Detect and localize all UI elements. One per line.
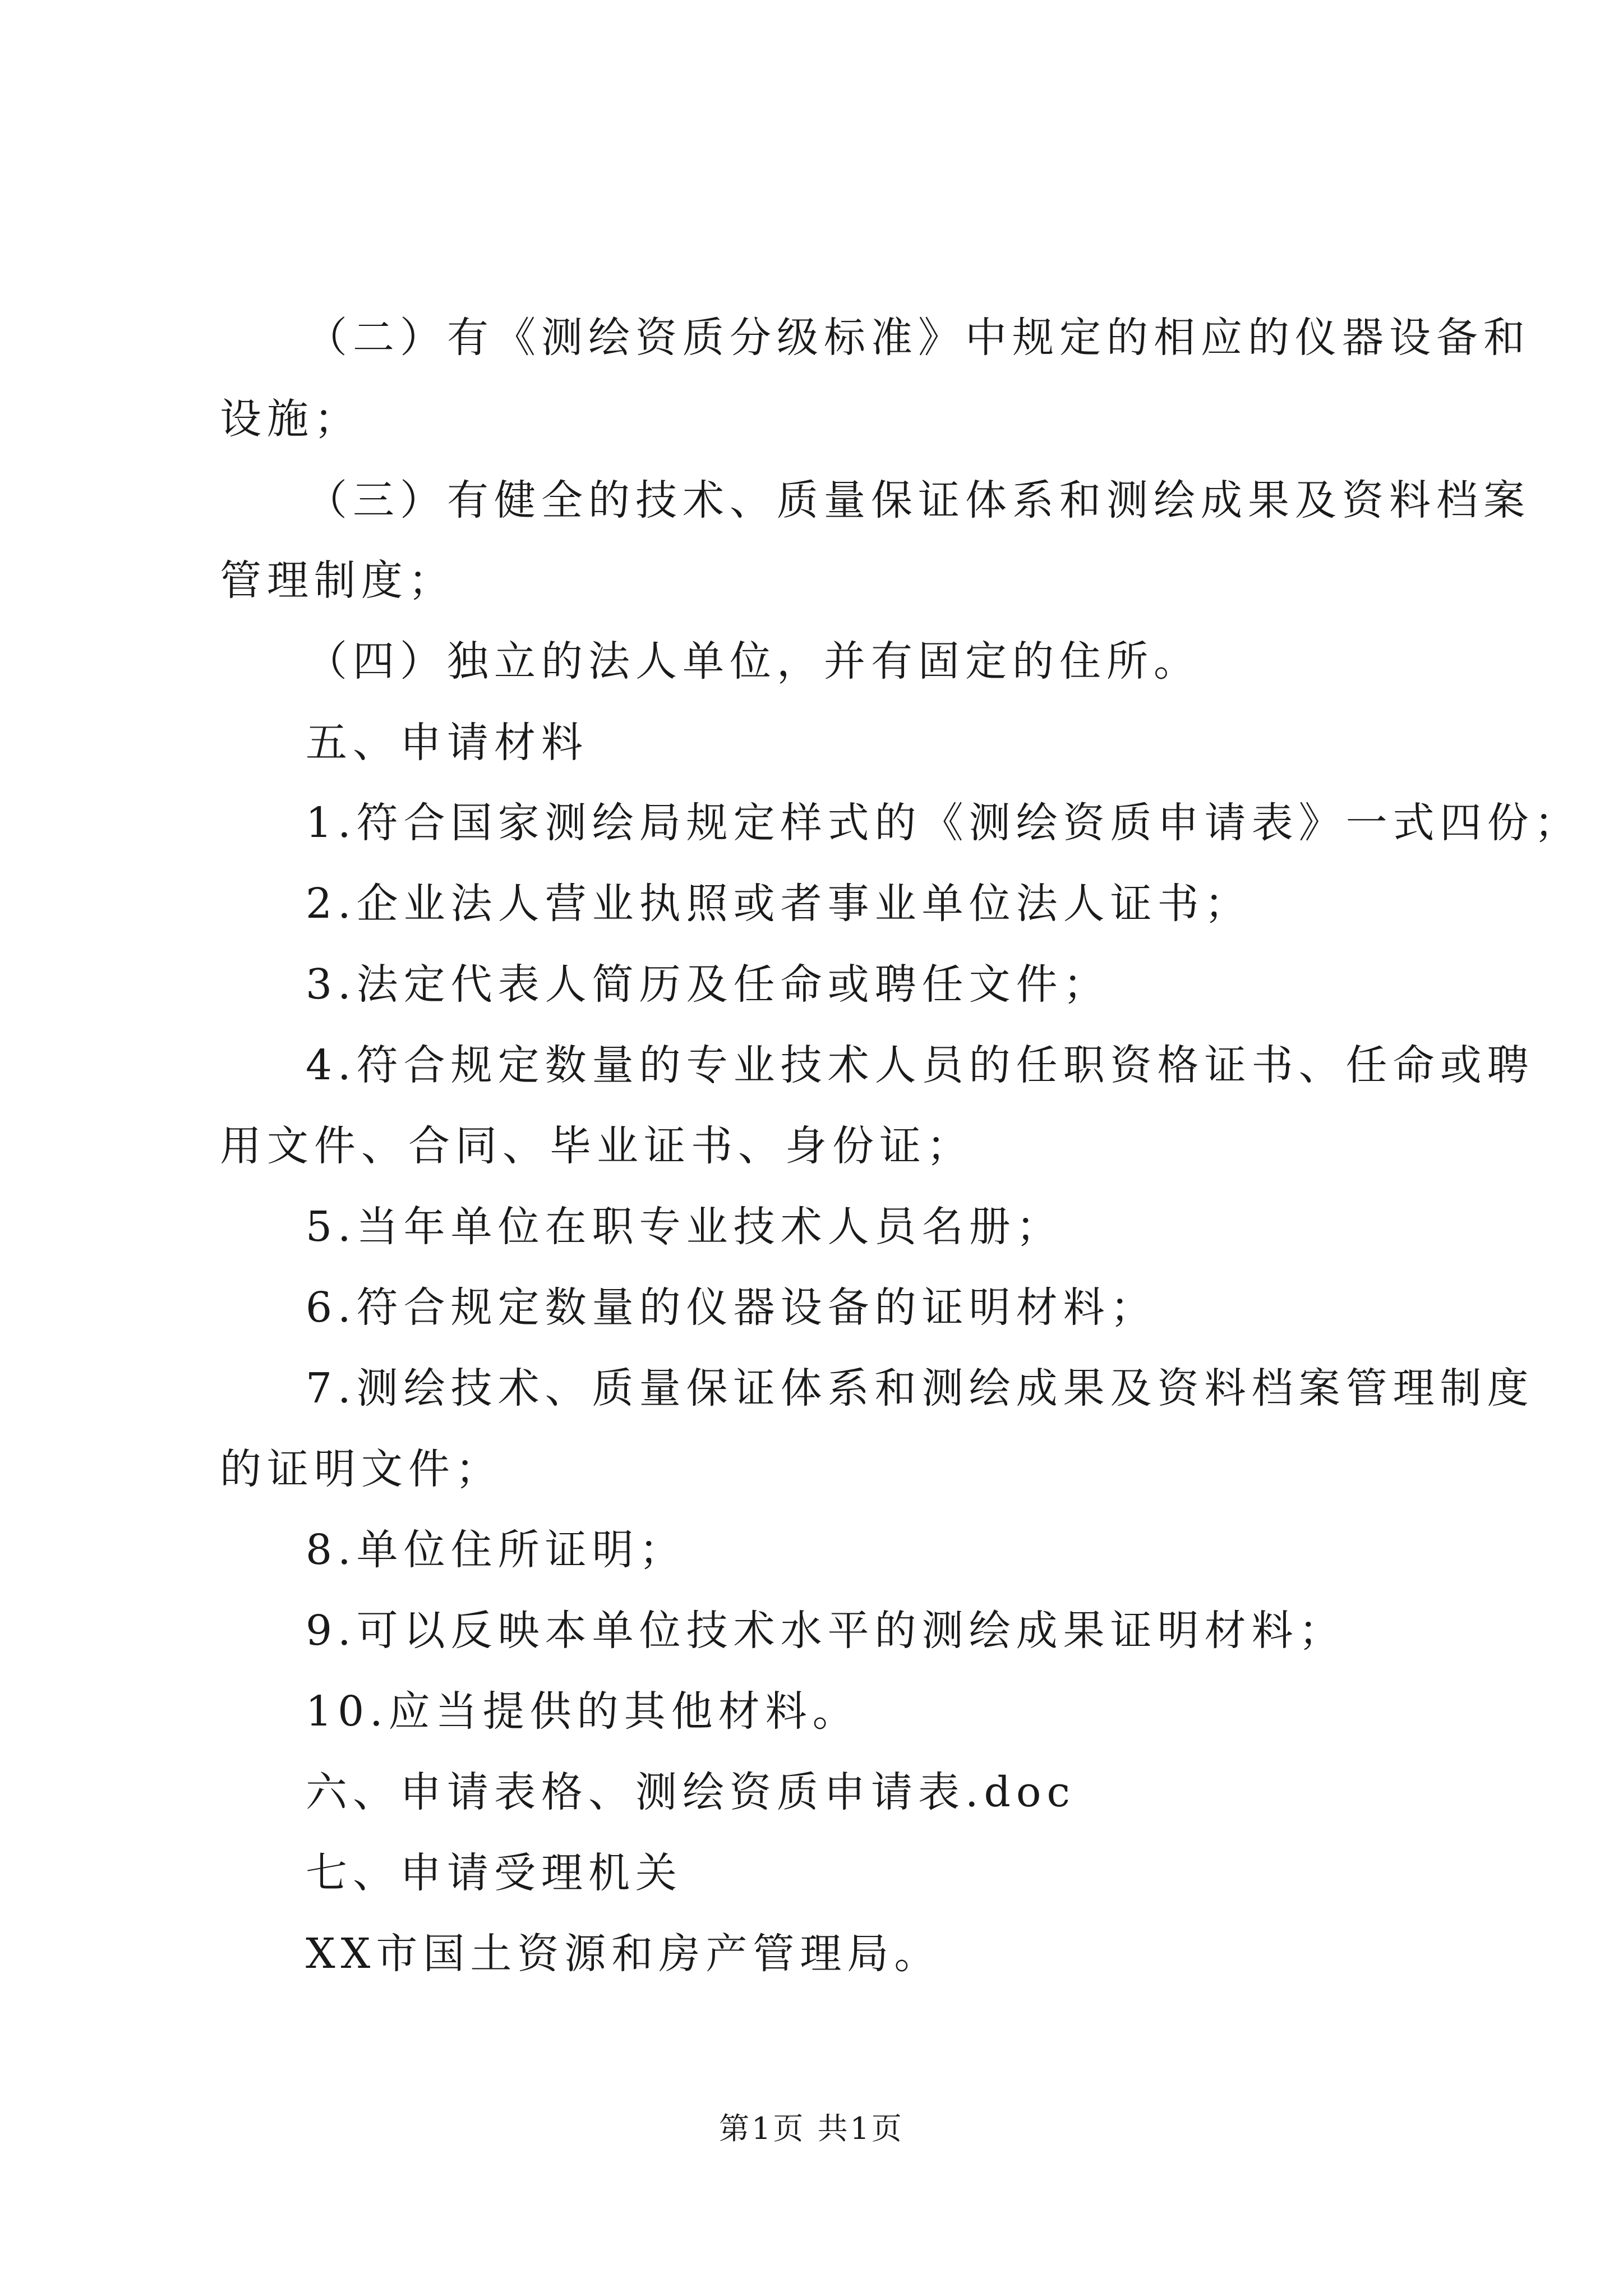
list-item: 2.企业法人营业执照或者事业单位法人证书；	[306, 880, 1252, 928]
paragraph-line: （三）有健全的技术、质量保证体系和测绘成果及资料档案	[306, 476, 1530, 524]
paragraph-line: （二）有《测绘资质分级标准》中规定的相应的仪器设备和	[306, 314, 1530, 362]
page-footer: 第1页 共1页	[719, 2111, 904, 2146]
list-item: 3.法定代表人简历及任命或聘任文件；	[306, 960, 1110, 1009]
paragraph-line: （四）独立的法人单位，并有固定的住所。	[306, 637, 1201, 685]
paragraph-line: 设施；	[220, 395, 361, 443]
section-heading: 五、申请材料	[306, 719, 588, 767]
list-item-continuation: 的证明文件；	[220, 1445, 502, 1493]
list-item: 5.当年单位在职专业技术人员名册；	[306, 1203, 1063, 1251]
section-heading: 七、申请受理机关	[306, 1849, 683, 1897]
list-item-continuation: 用文件、合同、毕业证书、身份证；	[220, 1122, 974, 1170]
list-item: 9.可以反映本单位技术水平的测绘成果证明材料；	[306, 1607, 1346, 1655]
list-item: 7.测绘技术、质量保证体系和测绘成果及资料档案管理制度	[306, 1364, 1534, 1412]
section-heading: 六、申请表格、测绘资质申请表.doc	[306, 1768, 1076, 1816]
list-item: 1.符合国家测绘局规定样式的《测绘资质申请表》一式四份；	[306, 799, 1581, 847]
paragraph-line: 管理制度；	[220, 556, 455, 605]
list-item: 4.符合规定数量的专业技术人员的任职资格证书、任命或聘	[306, 1041, 1534, 1089]
list-item: 8.单位住所证明；	[306, 1526, 686, 1574]
paragraph-line: XX市国土资源和房产管理局。	[306, 1930, 942, 1978]
list-item: 10.应当提供的其他材料。	[306, 1687, 860, 1736]
list-item: 6.符合规定数量的仪器设备的证明材料；	[306, 1283, 1158, 1332]
